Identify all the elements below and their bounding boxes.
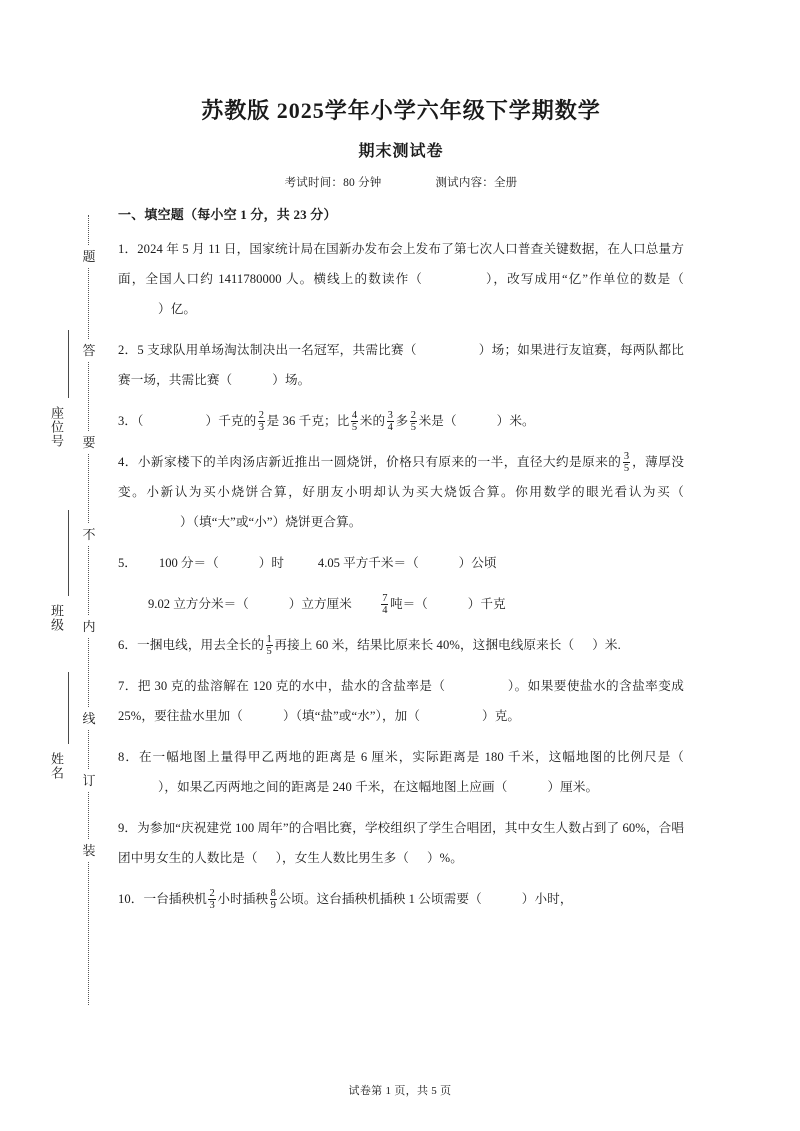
- question-5-text-2d: ）千克: [467, 597, 506, 611]
- question-9-text-part3: ）%。: [426, 851, 463, 865]
- fraction-denominator: 4: [387, 421, 394, 433]
- question-8: [118, 742, 684, 802]
- fraction-numerator: 1: [266, 633, 272, 645]
- fraction-numerator: 8: [270, 887, 276, 899]
- question-4-text-p3: ）（填“大”或“小”）烧饼更合算。: [180, 515, 362, 529]
- question-4-text-p2: ，薄厚没变。小新认为买小烧饼合算，好朋友小明却认为买大烧饭合算。你用数学的眼光看认为买（: [118, 455, 685, 499]
- question-5-line-2: [118, 589, 684, 619]
- exam-content: [118, 0, 684, 914]
- fraction-denominator: 5: [351, 421, 358, 433]
- fraction-four-fifths: [351, 410, 358, 433]
- page-footer: 试卷第 1 页，共 5 页: [348, 1085, 452, 1097]
- question-5-text-1d: ）公顷: [458, 556, 497, 570]
- page-title: 苏教版 2025学年小学六年级下学期数学: [201, 98, 601, 123]
- question-7-text-part1: 把 30 克的盐溶解在 120 克的水中，盐水的含盐率是（: [137, 679, 446, 693]
- fraction-numerator: 2: [258, 409, 265, 421]
- question-8-number: 8．: [118, 750, 139, 764]
- question-5-number: 5．: [118, 556, 137, 570]
- question-9-number: 9．: [118, 821, 138, 835]
- fraction-two-thirds: [208, 888, 215, 911]
- sidebar-field-class: 班级: [49, 604, 64, 632]
- fraction-eight-ninths: [270, 888, 277, 911]
- fraction-denominator: 5: [266, 645, 272, 657]
- question-4: [118, 447, 684, 537]
- question-9: [118, 813, 684, 873]
- question-5-line-1: [118, 548, 684, 578]
- question-3-text-p6: 米是（: [418, 414, 457, 428]
- question-1-number: 1．: [118, 242, 138, 256]
- page-subtitle: 期末测试卷: [358, 143, 444, 160]
- question-3-text-p3: 是 36 千克；比: [266, 414, 350, 428]
- fraction-denominator: 3: [258, 421, 265, 433]
- question-10-text-p3: 公顷。这台插秧机插秧 1 公顷需要（: [278, 892, 482, 906]
- exam-time-label: 考试时间：80 分钟: [284, 177, 382, 189]
- fraction-numerator: 3: [623, 450, 630, 462]
- fraction-one-fifth: [266, 634, 273, 657]
- fraction-denominator: 4: [382, 604, 388, 616]
- question-5-text-1c: 4.05 平方千米＝（: [317, 556, 419, 570]
- question-7-text-part3: ）（填“盐”或“水”），加（: [282, 709, 421, 723]
- sidebar-rule-class[interactable]: [68, 510, 69, 596]
- question-7-text-part2: ）。如果要使盐水的含盐率变成 25%，要往盐水里加（: [118, 679, 685, 723]
- fraction-three-quarters: [387, 410, 394, 433]
- question-7-number: 7．: [118, 679, 138, 693]
- seal-char-1: 答: [80, 340, 98, 361]
- seal-char-2: 要: [80, 432, 98, 453]
- fraction-numerator: 2: [209, 887, 215, 899]
- question-3-text-p4: 米的: [359, 414, 386, 428]
- question-1: [118, 234, 684, 324]
- question-4-text-p1: 小新家楼下的羊肉汤店新近推出一圆烧饼，价格只有原来的一半，直径大约是原来的: [137, 455, 622, 469]
- fraction-seven-quarters: [381, 593, 388, 616]
- question-6-text-p3: ）米.: [592, 638, 621, 652]
- question-5-text-2c: 吨＝（: [389, 597, 428, 611]
- binding-dotted-line: [88, 215, 89, 1005]
- fraction-numerator: 2: [410, 409, 417, 421]
- question-3: [118, 406, 684, 436]
- question-3-text-p5: 多: [395, 414, 409, 428]
- question-10-text-p4: ）小时，: [521, 892, 573, 906]
- question-2-text-part1: 5 支球队用单场淘汰制决出一名冠军，共需比赛（: [137, 343, 417, 357]
- question-8-text-part2: ），如果乙丙两地之间的距离是 240 千米，在这幅地图上应画（: [158, 780, 508, 794]
- seal-char-4: 内: [80, 616, 98, 637]
- question-2: [118, 335, 684, 395]
- fraction-two-thirds: [258, 410, 265, 433]
- fraction-numerator: 7: [382, 592, 388, 604]
- fraction-numerator: 3: [387, 409, 394, 421]
- question-5-text-2b: ）立方厘米: [288, 597, 352, 611]
- fraction-three-fifths: [623, 451, 630, 474]
- exam-content-label: 测试内容：全册: [435, 177, 518, 189]
- fraction-denominator: 5: [623, 462, 630, 474]
- question-1-text-part1: 2024 年 5 月 11 日，国家统计局在国新办发布会上发布了第七次人口普查关键数据，在人口总量方面，全国人口约 1411780000 人。横线上的数读作（: [118, 242, 684, 286]
- fraction-two-fifths: [410, 410, 417, 433]
- question-9-text-part1: 为参加“庆祝建党 100 周年”的合唱比赛，学校组织了学生合唱团，其中女生人数占到了 60%，合唱团中男女生的人数比是（: [118, 821, 685, 865]
- question-6-text-p1: 一捆电线，用去全长的: [137, 638, 265, 652]
- question-6-text-p2: 再接上 60 米，结果比原来长 40%，这捆电线原来长（: [274, 638, 575, 652]
- exam-meta: [118, 174, 684, 190]
- question-5-text-2a: 9.02 立方分米＝（: [148, 597, 249, 611]
- question-9-text-part2: ），女生人数比男生多（: [275, 851, 409, 865]
- fraction-numerator: 4: [351, 409, 358, 421]
- question-1-text-part2: ），改写成用“亿”作单位的数是（: [485, 272, 684, 286]
- question-2-number: 2．: [118, 343, 138, 357]
- question-10-number: 10．: [118, 892, 144, 906]
- question-6: [118, 630, 684, 660]
- sidebar-field-name: 姓名: [49, 752, 64, 780]
- question-8-text-part1: 在一幅地图上量得甲乙两地的距离是 6 厘米，实际距离是 180 千米，这幅地图的比例尺是（: [138, 750, 685, 764]
- fraction-denominator: 5: [410, 421, 417, 433]
- question-3-number: 3．: [118, 414, 138, 428]
- question-5-text-1a: 100 分＝（: [158, 556, 219, 570]
- question-8-text-part3: ）厘米。: [547, 780, 599, 794]
- question-3-text-p7: ）米。: [496, 414, 535, 428]
- question-2-text-part3: ）场。: [272, 373, 311, 387]
- fraction-denominator: 9: [270, 899, 276, 911]
- section-heading-fill-in-blank: 一、填空题（每小空 1 分，共 23 分）: [118, 207, 337, 222]
- question-1-text-part3: ）亿。: [158, 302, 197, 316]
- seal-char-7: 装: [80, 840, 98, 861]
- seal-char-0: 题: [80, 246, 98, 267]
- sidebar-rule-seat-number[interactable]: [68, 330, 69, 398]
- seal-char-6: 订: [80, 770, 98, 791]
- fraction-denominator: 3: [209, 899, 215, 911]
- question-6-number: 6．: [118, 638, 138, 652]
- question-4-number: 4．: [118, 455, 138, 469]
- question-3-text-p2: ）千克的: [205, 414, 257, 428]
- seal-char-3: 不: [80, 524, 98, 545]
- question-10: [118, 884, 684, 914]
- question-7-text-part4: ）克。: [482, 709, 521, 723]
- binding-sidebar: [0, 0, 110, 1131]
- sidebar-rule-name[interactable]: [68, 672, 69, 744]
- seal-char-5: 线: [80, 708, 98, 729]
- question-10-text-p2: 小时插秧: [217, 892, 269, 906]
- question-10-text-p1: 一台插秧机: [143, 892, 207, 906]
- question-3-text-p1: （: [137, 414, 144, 428]
- question-5-text-1b: ）时: [258, 556, 284, 570]
- question-2-text-part2: ）场；如果进行友谊赛，每两队都比赛一场，共需比赛（: [118, 343, 685, 387]
- sidebar-field-seat-number: 座位号: [49, 406, 64, 448]
- question-7: [118, 671, 684, 731]
